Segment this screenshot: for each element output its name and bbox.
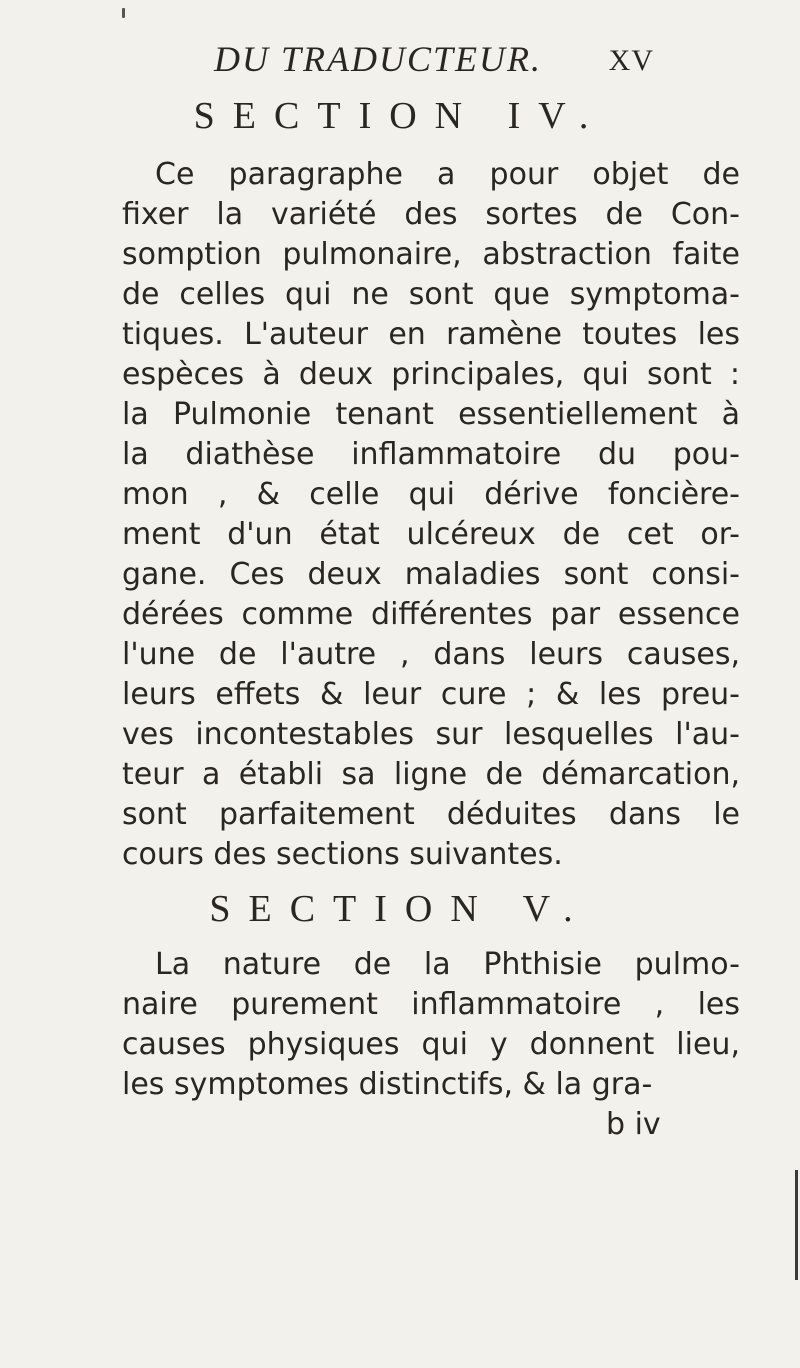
text-line: leurs effets & leur cure ; & les preu- [122,677,740,712]
text-line: de celles qui ne sont que symptoma- [122,277,740,312]
text-line: sont parfaitement déduites dans le [122,797,740,832]
page-edge-shadow [795,1170,798,1280]
text-line: dérées comme différentes par essence [122,597,740,632]
text-line: cours des sections suivantes. [122,837,563,872]
page-number: XV [608,44,654,77]
text-line: ment d'un état ulcéreux de cet or- [122,517,740,552]
text-line: les symptomes distinctifs, & la gra- [122,1067,653,1102]
text-line: la Pulmonie tenant essentiellement à [122,397,740,432]
signature-mark: b iv [606,1107,661,1142]
text-line: ves incontestables sur lesquelles l'au- [122,717,740,752]
section-v-heading: SECTION V. [209,888,591,930]
text-line: gane. Ces deux maladies sont consi- [122,557,740,592]
text-line: causes physiques qui y donnent lieu, [122,1027,740,1062]
text-line: somption pulmonaire, abstraction faite [122,237,740,272]
text-line: Ce paragraphe a pour objet de [155,157,740,192]
print-speck [122,8,125,18]
running-head-title: DU TRADUCTEUR. [214,39,543,79]
text-line: la diathèse inflammatoire du pou- [122,437,740,472]
text-line: teur a établi sa ligne de démarcation, [122,757,740,792]
section-iv-heading: SECTION IV. [193,95,607,137]
text-line: mon , & celle qui dérive foncière- [122,477,740,512]
text-line: espèces à deux principales, qui sont : [122,357,740,392]
text-line: l'une de l'autre , dans leurs causes, [122,637,740,672]
text-line: tiques. L'auteur en ramène toutes les [122,317,740,352]
text-line: La nature de la Phthisie pulmo- [155,947,740,982]
text-line: fixer la variété des sortes de Con- [122,197,740,232]
text-line: naire purement inflammatoire , les [122,987,740,1022]
running-head [214,38,654,88]
